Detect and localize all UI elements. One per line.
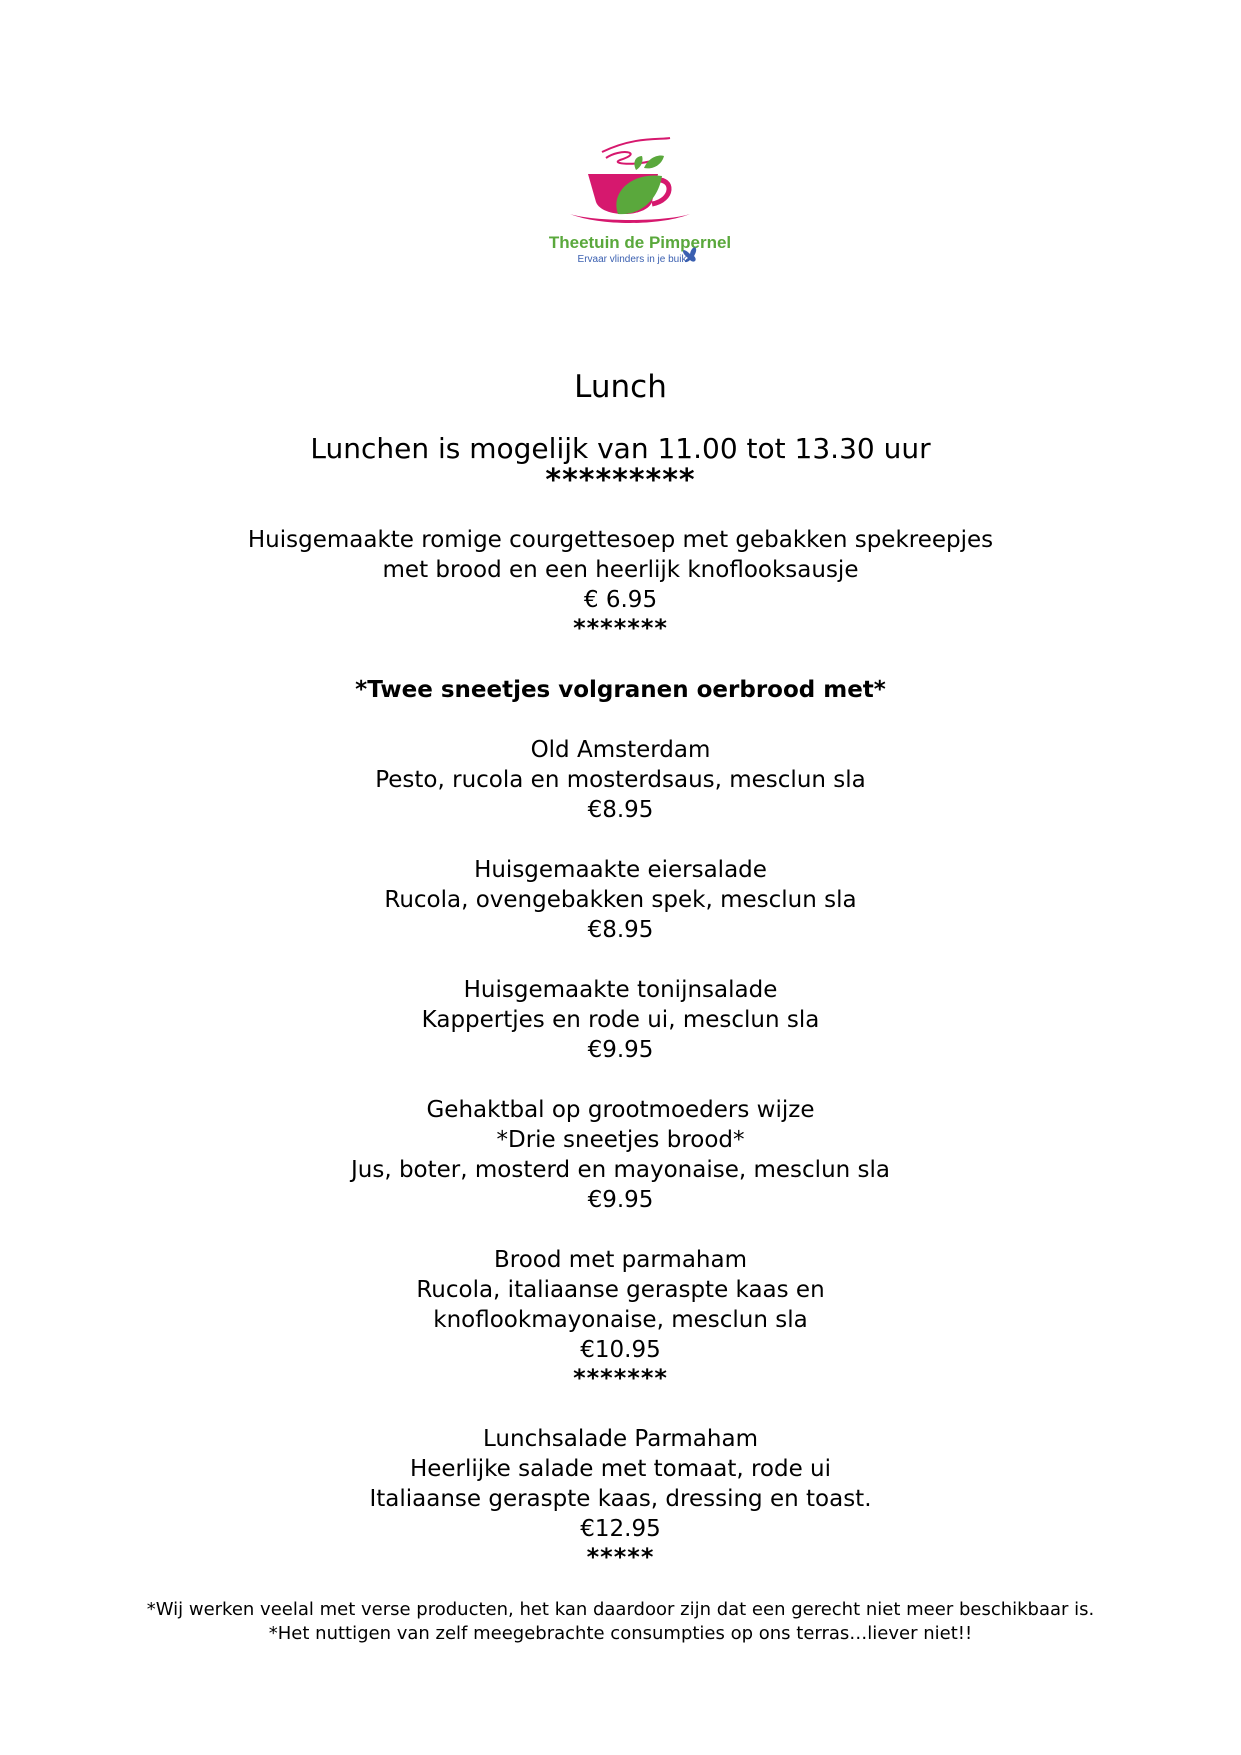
item-desc: Heerlijke salade met tomaat, rode ui <box>409 1456 832 1482</box>
logo-tagline: Ervaar vlinders in je buik <box>577 254 687 265</box>
divider-stars: ******* <box>573 1364 668 1392</box>
footer-line1: *Wij werken veelal met verse producten, het kan daardoor zijn dat een gerecht niet meer beschikbaar is. <box>146 1599 1095 1620</box>
item-desc: Rucola, italiaanse geraspte kaas en <box>416 1277 825 1303</box>
page-title: Lunch <box>574 369 667 405</box>
teacup-logo-icon <box>540 120 740 270</box>
menu-item-gehaktbal <box>0 1095 1241 1215</box>
divider-stars: ***** <box>586 1543 655 1571</box>
item-price: €10.95 <box>580 1337 661 1363</box>
item-name: Brood met parmaham <box>494 1247 747 1273</box>
menu-item-tonijnsalade <box>0 975 1241 1065</box>
item-price: €9.95 <box>587 1037 654 1063</box>
bread-heading: *Twee sneetjes volgranen oerbrood met* <box>355 677 886 703</box>
item-name: Huisgemaakte eiersalade <box>474 857 767 883</box>
item-name: Lunchsalade Parmaham <box>483 1426 758 1452</box>
item-name: Gehaktbal op grootmoeders wijze <box>426 1097 815 1123</box>
item-name: Old Amsterdam <box>530 737 711 763</box>
divider-stars: ******* <box>573 614 668 642</box>
item-price: €12.95 <box>580 1516 661 1542</box>
item-sub: *Drie sneetjes brood* <box>496 1127 745 1153</box>
item-desc: Rucola, ovengebakken spek, mesclun sla <box>384 887 857 913</box>
menu-item-eiersalade <box>0 855 1241 945</box>
item-desc: Pesto, rucola en mosterdsaus, mesclun sla <box>375 767 866 793</box>
item-price: €9.95 <box>587 1187 654 1213</box>
divider-stars: ********* <box>545 463 696 498</box>
lunch-hours: Lunchen is mogelijk van 11.00 tot 13.30 uur <box>310 432 931 465</box>
item-price: €8.95 <box>587 917 654 943</box>
soup-line1: Huisgemaakte romige courgettesoep met gebakken spekreepjes <box>247 527 994 553</box>
menu-item-parmaham-brood <box>0 1245 1241 1365</box>
menu-item-lunchsalade <box>0 1424 1241 1544</box>
footer-note <box>0 1598 1241 1646</box>
item-desc: Jus, boter, mosterd en mayonaise, mesclun sla <box>350 1157 891 1183</box>
menu-item-old-amsterdam <box>0 735 1241 825</box>
item-price: €8.95 <box>587 797 654 823</box>
soup-item <box>0 525 1241 615</box>
logo <box>540 120 740 270</box>
item-name: Huisgemaakte tonijnsalade <box>463 977 778 1003</box>
item-desc: knoflookmayonaise, mesclun sla <box>433 1307 808 1333</box>
soup-line2: met brood en een heerlijk knoflooksausje <box>382 557 859 583</box>
soup-price: € 6.95 <box>583 587 658 613</box>
logo-name: Theetuin de Pimpernel <box>548 233 732 252</box>
item-desc: Italiaanse geraspte kaas, dressing en toast. <box>369 1486 872 1512</box>
item-desc: Kappertjes en rode ui, mesclun sla <box>421 1007 820 1033</box>
footer-line2: *Het nuttigen van zelf meegebrachte consumpties op ons terras…liever niet!! <box>268 1623 973 1644</box>
